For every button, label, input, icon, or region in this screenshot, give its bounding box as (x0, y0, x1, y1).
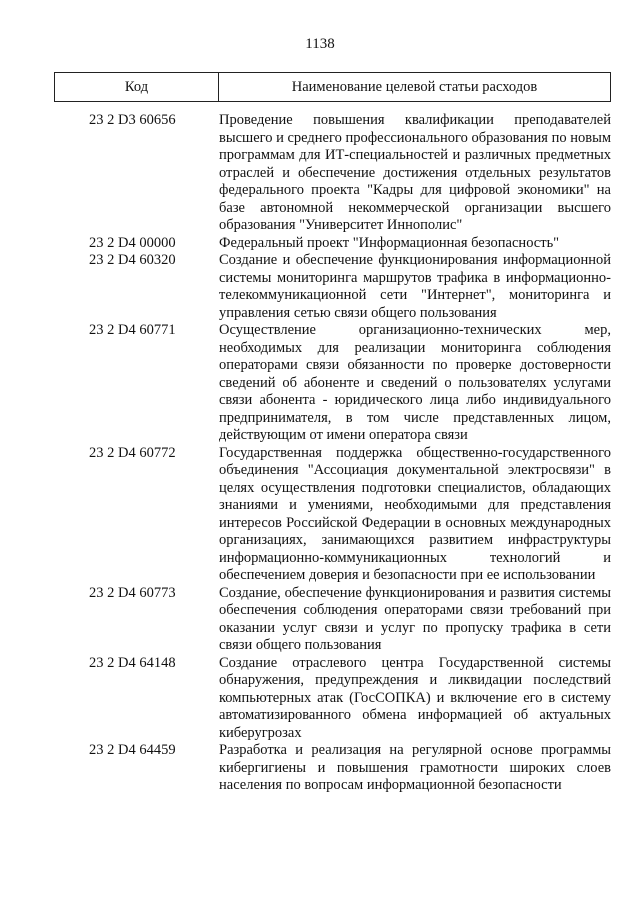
table-header (54, 72, 611, 102)
table-row (0, 655, 640, 743)
column-header-name: Наименование целевой статьи расходов (291, 78, 538, 95)
table-row (0, 112, 640, 235)
row-description: Создание отраслевого центра Государственной системы обнаружения, предупреждения и ликвидации последствий компьютерных атак (ГосСОПКА) и включение его в систему автоматизированного обмена информацией об актуальных киберугрозах (219, 654, 611, 741)
row-description: Государственная поддержка общественно-государственного объединения "Ассоциация документальной электросвязи" в целях осуществления подготовки специалистов, обладающих знаниями и умениями, необходимыми для представления интересов Российской Федерации в основных международных организациях, занимающихся развитием инфраструктуры информационно-коммуникационных технологий и обеспечением доверия и безопасности при ее использовании (219, 444, 611, 583)
row-description: Федеральный проект "Информационная безопасность" (219, 234, 560, 251)
table-row (0, 252, 640, 322)
table-row (0, 445, 640, 585)
row-code: 23 2 D3 60656 (89, 112, 176, 128)
row-description: Проведение повышения квалификации преподавателей высшего и среднего профессионального образования по новым программам для ИТ-специальностей и различных предметных отраслей и обеспечение достижения отдельных результатов федерального проекта "Кадры для цифровой экономики" на базе автономной некоммерческой организации высшего образования "Университет Иннополис" (219, 112, 611, 233)
row-code: 23 2 D4 60771 (89, 322, 176, 338)
table-row (0, 742, 640, 795)
row-description: Создание, обеспечение функционирования и развития системы обеспечения соблюдения операторами связи требований при оказании услуг связи и услуг по пропуску трафика в сети связи общего пользования (219, 584, 611, 653)
row-description: Осуществление организационно-технических мер, необходимых для реализации мониторинга соблюдения операторами связи обязанности по проверке достоверности сведений об абоненте и сведений о пользователях услугами связи абонента - юридического лица либо индивидуального предпринимателя, в том числе представленных лицом, действующим от имени оператора связи (219, 322, 611, 443)
row-code: 23 2 D4 64148 (89, 654, 176, 671)
row-description: Разработка и реализация на регулярной основе программы кибергигиены и повышения грамотности широких слоев населения по вопросам информационной безопасности (219, 742, 611, 793)
row-code: 23 2 D4 60772 (89, 444, 176, 461)
table-row (0, 585, 640, 655)
row-code: 23 2 D4 64459 (89, 742, 176, 758)
budget-lines-list (0, 112, 640, 795)
page-number: 1138 (305, 36, 335, 52)
row-code: 23 2 D4 00000 (89, 234, 176, 251)
column-header-code: Код (55, 73, 219, 101)
row-code: 23 2 D4 60773 (89, 584, 176, 601)
row-code: 23 2 D4 60320 (89, 252, 176, 268)
table-row (0, 322, 640, 445)
table-row (0, 235, 640, 253)
row-description: Создание и обеспечение функционирования информационной системы мониторинга маршрутов трафика в информационно-телекоммуникационной сети "Интернет", мониторинга и управления сетью связи общего пользования (219, 252, 611, 321)
